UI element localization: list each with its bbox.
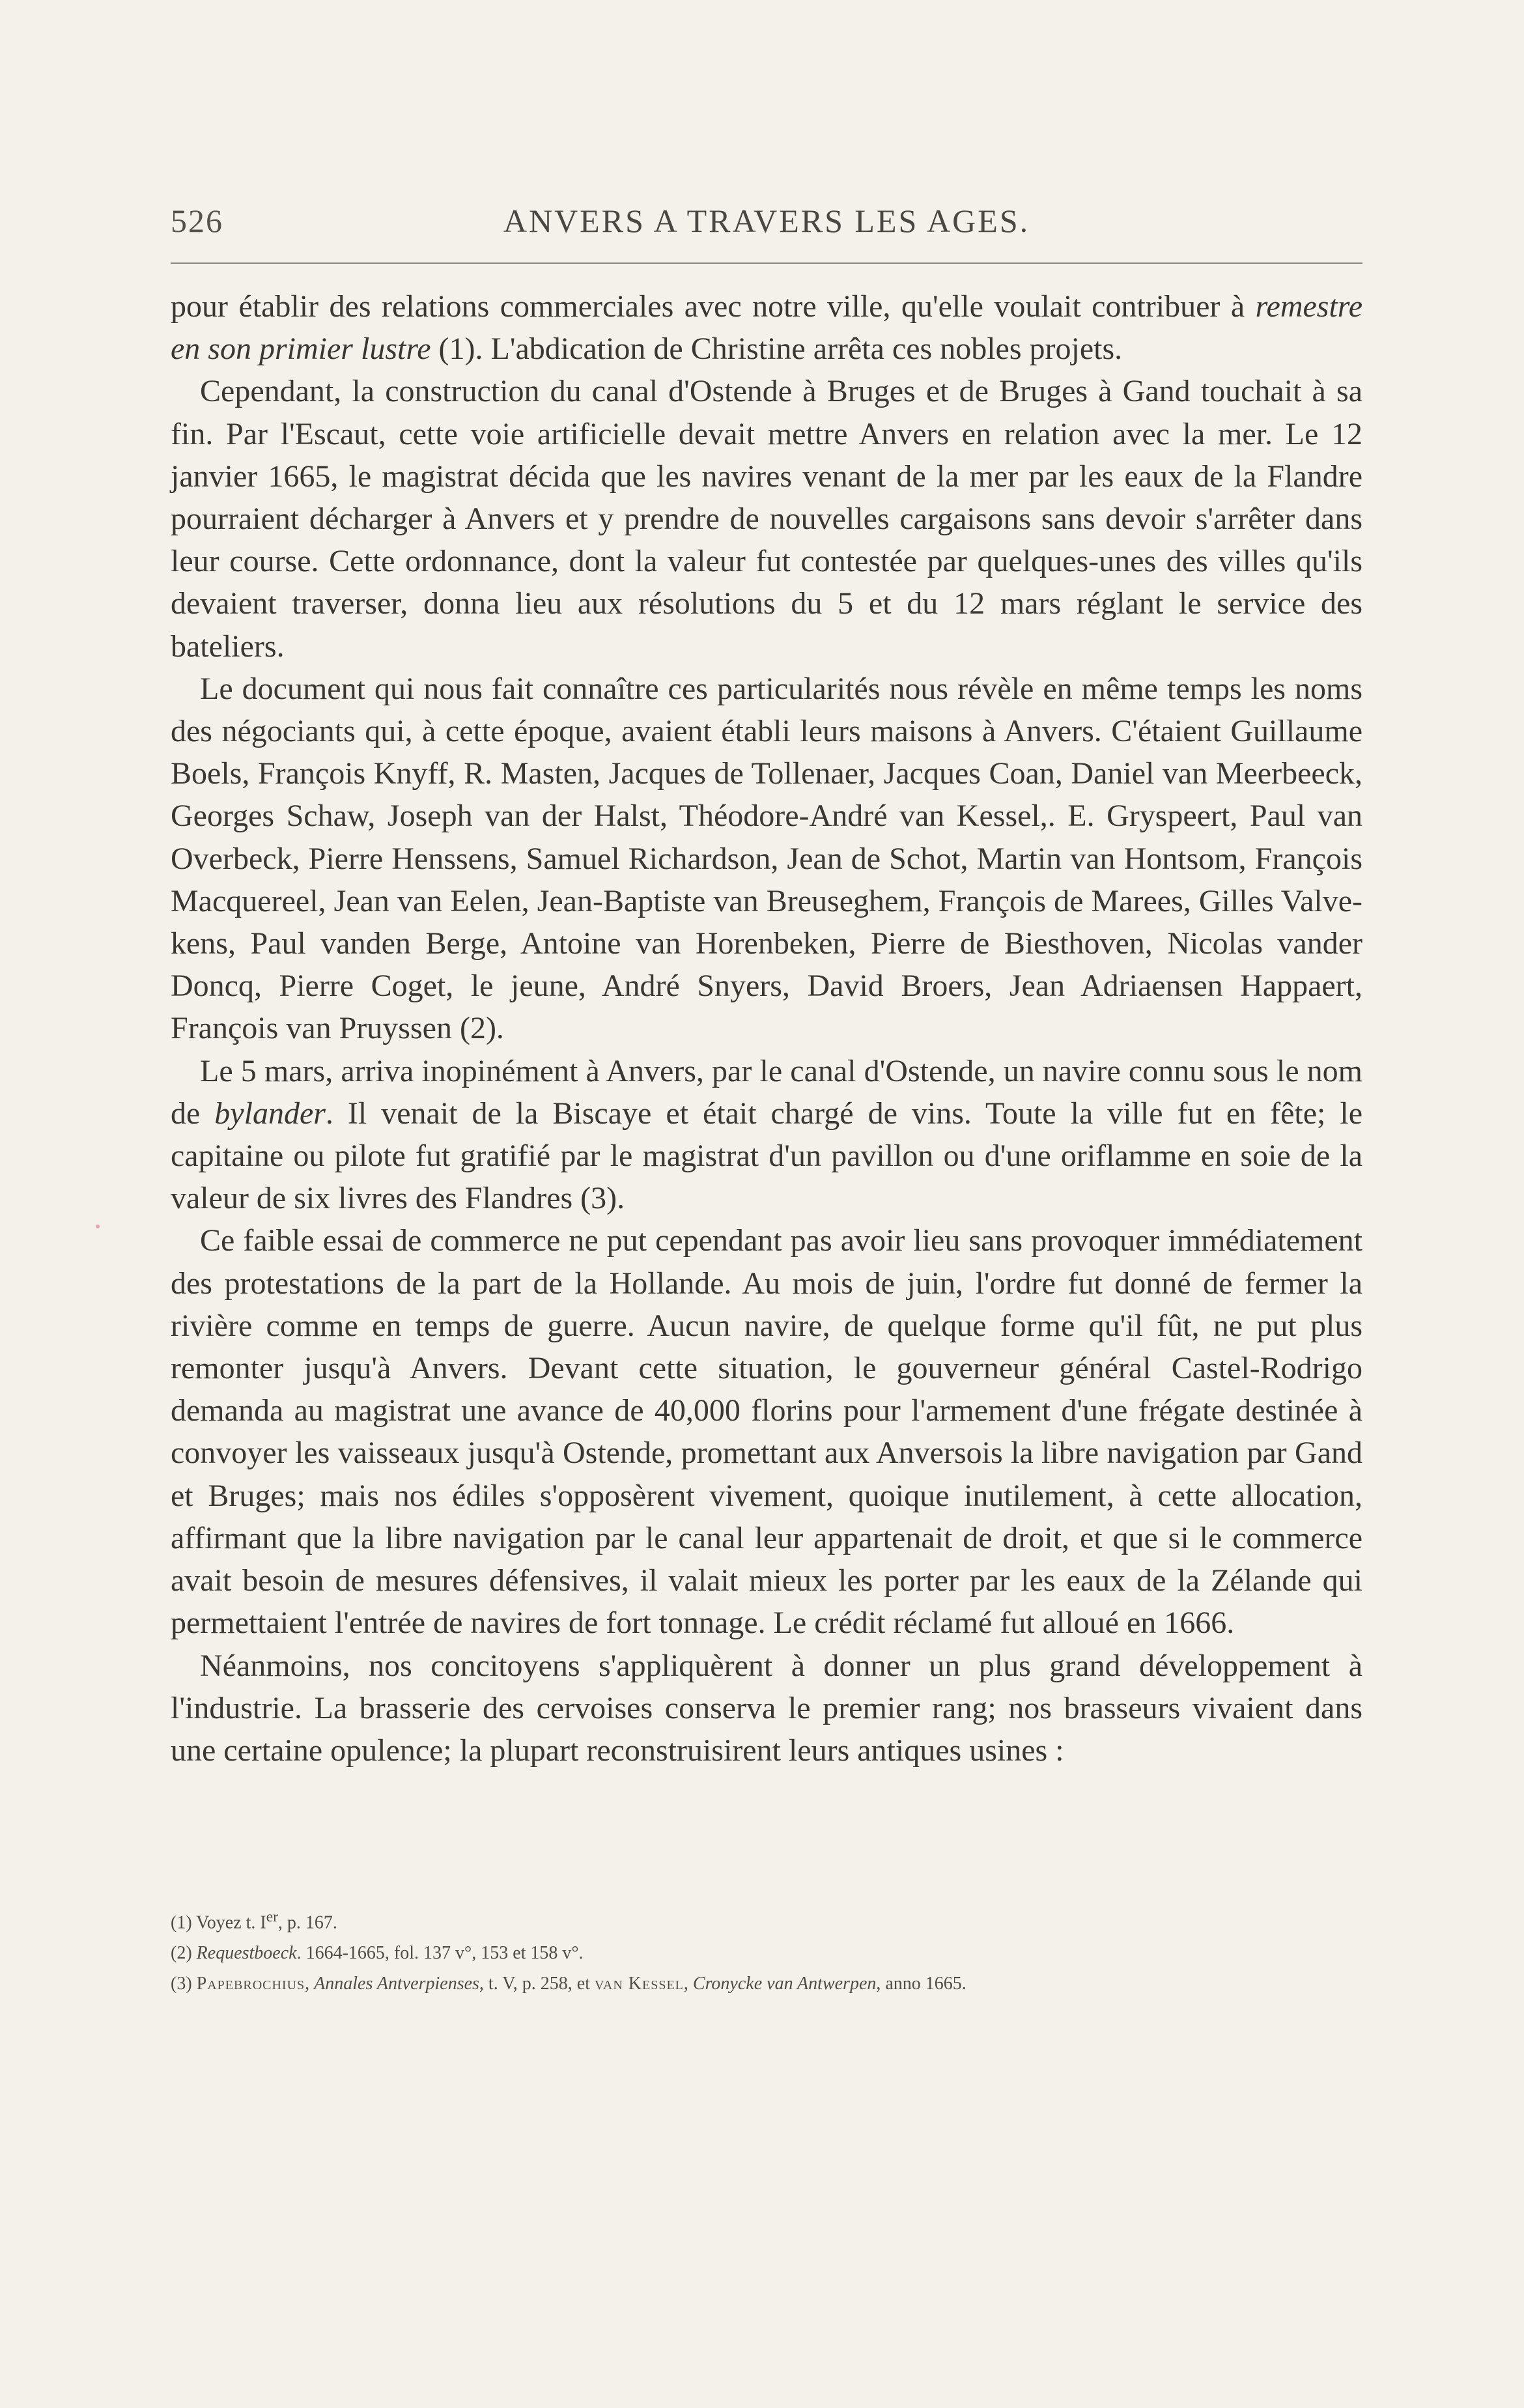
footnote-3-title-1: Annales Antverpienses: [314, 1974, 479, 1994]
footnote-2: [171, 1938, 1362, 1968]
paragraph-1: [171, 285, 1362, 370]
footnote-1-text: Voyez t. I: [196, 1912, 266, 1933]
paragraph-2: Cependant, la construction du canal d'Ostende à Bruges et de Bruges à Gand touchait à sa fin. Par l'Escaut, cette voie artificielle devait mettre Anvers en relation avec la mer. Le 12 janvier 1665, le magistrat décida que les navires venant de la mer par les eaux de la Flandre pourraient décharger à Anvers et y prendre de nouvelles cargaisons sans devoir s'arrêter dans leur course. Cette ordonnance, dont la valeur fut contestée par quelques-unes des villes qu'ils devaient traverser, donna lieu aux résolutions du 5 et du 12 mars réglant le service des bateliers.: [171, 374, 1362, 664]
footnote-2-text: . 1664-1665, fol. 137 v°, 153 et 158 v°.: [296, 1943, 584, 1964]
footnote-3-text-end: , anno 1665.: [876, 1974, 967, 1994]
footnote-1: [171, 1902, 1362, 1938]
paragraph-4-text-end: . Il venait de la Biscaye et était chargé de vins. Toute la ville fut en fête; le capitaine ou pilote fut gratifié par le magistrat d'un pavillon ou d'une oriflamme en soie de la valeur de six livres des Flandres (3).: [171, 1096, 1362, 1216]
footnote-3-sep-1: ,: [305, 1974, 315, 1994]
paragraph-1-text: pour établir des relations commerciales avec notre ville, qu'elle voulait contribuer à: [171, 289, 1256, 324]
paragraph-6: Néanmoins, nos concitoyens s'appliquèrent à donner un plus grand développement à l'industrie. La brasserie des cervoises conserva le premier rang; nos brasseurs vivaient dans une certaine opulence; la plupart reconstruisirent leurs antiques usines :: [171, 1648, 1362, 1768]
footnote-3-sep-3: ,: [683, 1974, 693, 1994]
paragraph-4: [171, 1050, 1362, 1220]
paper-speck: [96, 1225, 100, 1228]
footnote-3: [171, 1968, 1362, 1999]
footnote-1-text-end: , p. 167.: [277, 1912, 337, 1933]
page-number: 526: [171, 203, 223, 239]
paragraph-4-italic: bylander: [214, 1096, 326, 1131]
body-text: [171, 285, 1362, 1772]
footnotes: [171, 1902, 1362, 1999]
footnote-1-number: (1): [171, 1912, 197, 1933]
paragraph-1-italic: remestre en son primier lustre: [171, 289, 1362, 367]
footnote-2-italic: Requestboeck: [196, 1943, 297, 1964]
footnote-2-number: (2): [171, 1943, 197, 1964]
paragraph-3: Le document qui nous fait connaître ces particularités nous révèle en même temps les noms des négociants qui, à cette époque, avaient établi leurs maisons à Anvers. C'étaient Guillaume Boels, François Knyff, R. Masten, Jacques de Tollenaer, Jacques Coan, Daniel van Meerbeeck, Georges Schaw, Joseph van der Halst, Théodore-André van Kessel,. E. Gryspeert, Paul van Overbeck, Pierre Henssens, Samuel Richardson, Jean de Schot, Martin van Hontsom, François Macquereel, Jean van Eelen, Jean-Baptiste van Breuseghem, François de Marees, Gilles Valvekens, Paul vanden Berge, Antoine van Horenbeken, Pierre de Biesthoven, Nicolas vander Doncq, Pierre Coget, le jeune, André Snyers, David Broers, Jean Adriaensen Happaert, François van Pruyssen (2).: [171, 671, 1362, 1046]
footnote-3-title-2: Cronycke van Antwerpen: [692, 1974, 877, 1994]
footnote-1-superscript: er: [266, 1908, 278, 1925]
running-title: ANVERS A TRAVERS LES AGES.: [503, 203, 1030, 239]
footnote-3-number: (3): [171, 1974, 197, 1994]
paragraph-5: Ce faible essai de commerce ne put cependant pas avoir lieu sans provoquer immédiatement des protestations de la part de la Hollande. Au mois de juin, l'ordre fut donné de fermer la rivière comme en temps de guerre. Aucun navire, de quelque forme qu'il fût, ne put plus remonter jusqu'à Anvers. Devant cette situation, le gouverneur général Castel-Rodrigo demanda au magistrat une avance de 40,000 florins pour l'armement d'une frégate destinée à convoyer les vaisseaux jusqu'à Ostende, promettant aux Anversois la libre navigation par Gand et Bruges; mais nos édiles s'opposèrent vivement, quoique inutilement, à cette allocation, affirmant que la libre navigation par le canal leur appartenait de droit, et que si le commerce avait besoin de mesures défensives, il valait mieux les porter par les eaux de la Zélande qui permettaient l'entrée de navires de fort tonnage. Le crédit réclamé fut alloué en 1666.: [171, 1223, 1362, 1641]
footnote-3-author-1: Papebrochius: [196, 1974, 305, 1994]
page-header: [171, 195, 1362, 254]
footnote-3-sep-2: , t. V, p. 258, et: [479, 1974, 595, 1994]
paragraph-4-text: Le 5 mars, arriva inopinément à Anvers, par le canal d'Ostende, un navire connu sous le nom de: [171, 1053, 1362, 1131]
paragraph-1-text-end: (1). L'abdication de Christine arrêta ces nobles projets.: [430, 332, 1123, 367]
header-rule: [171, 262, 1362, 264]
footnote-3-author-2: van Kessel: [595, 1974, 684, 1994]
